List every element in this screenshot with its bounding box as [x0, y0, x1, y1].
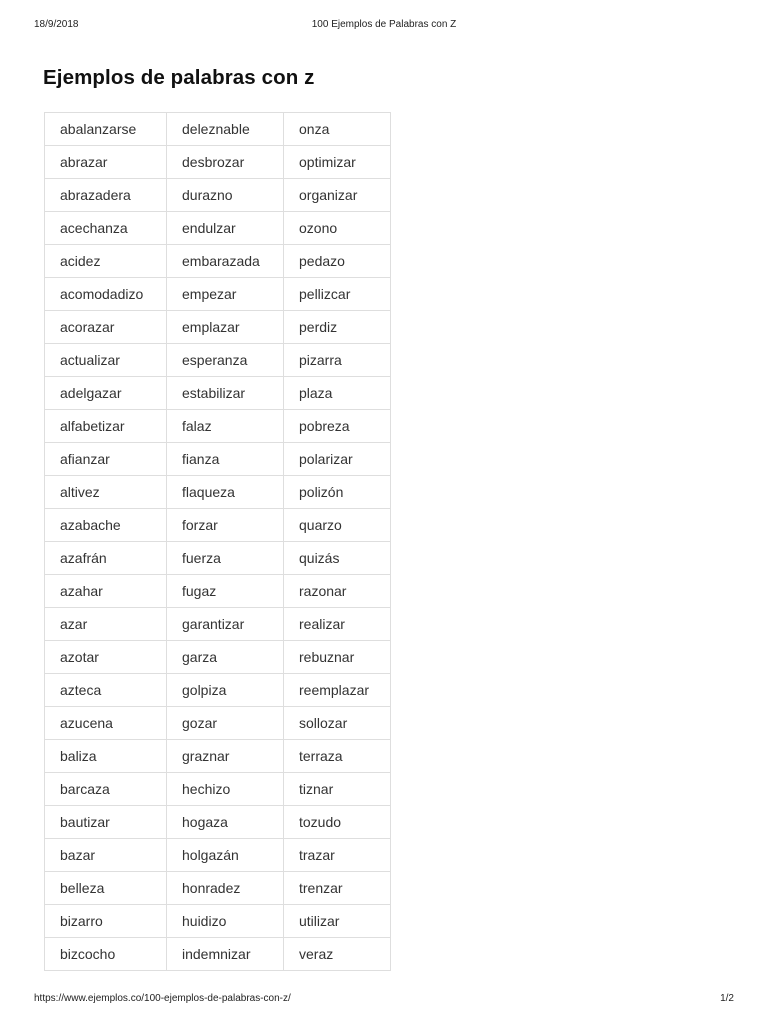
table-row — [45, 113, 391, 146]
table-cell: bizarro — [45, 905, 167, 938]
table-cell: desbrozar — [167, 146, 284, 179]
table-cell: plaza — [284, 377, 391, 410]
table-cell: veraz — [284, 938, 391, 971]
table-row — [45, 740, 391, 773]
table-cell: garza — [167, 641, 284, 674]
table-cell: forzar — [167, 509, 284, 542]
table-cell: bizcocho — [45, 938, 167, 971]
table-cell: deleznable — [167, 113, 284, 146]
table-cell: bazar — [45, 839, 167, 872]
table-cell: abrazadera — [45, 179, 167, 212]
table-cell: indemnizar — [167, 938, 284, 971]
table-row — [45, 410, 391, 443]
table-cell: terraza — [284, 740, 391, 773]
table-cell: esperanza — [167, 344, 284, 377]
table-cell: afianzar — [45, 443, 167, 476]
table-cell: gozar — [167, 707, 284, 740]
table-cell: graznar — [167, 740, 284, 773]
table-row — [45, 806, 391, 839]
page-title: Ejemplos de palabras con z — [43, 66, 315, 89]
table-cell: acorazar — [45, 311, 167, 344]
table-cell: emplazar — [167, 311, 284, 344]
table-cell: perdiz — [284, 311, 391, 344]
table-cell: fianza — [167, 443, 284, 476]
table-cell: azar — [45, 608, 167, 641]
table-cell: azucena — [45, 707, 167, 740]
table-cell: acidez — [45, 245, 167, 278]
table-row — [45, 575, 391, 608]
table-cell: pizarra — [284, 344, 391, 377]
table-cell: flaqueza — [167, 476, 284, 509]
table-cell: durazno — [167, 179, 284, 212]
table-cell: azabache — [45, 509, 167, 542]
table-cell: holgazán — [167, 839, 284, 872]
table-cell: azahar — [45, 575, 167, 608]
table-cell: reemplazar — [284, 674, 391, 707]
table-cell: honradez — [167, 872, 284, 905]
table-cell: embarazada — [167, 245, 284, 278]
table-cell: acechanza — [45, 212, 167, 245]
print-url: https://www.ejemplos.co/100-ejemplos-de-palabras-con-z/ — [34, 993, 291, 1004]
table-row — [45, 179, 391, 212]
table-row — [45, 212, 391, 245]
table-cell: utilizar — [284, 905, 391, 938]
print-footer — [0, 993, 768, 1007]
table-cell: baliza — [45, 740, 167, 773]
table-cell: razonar — [284, 575, 391, 608]
table-cell: bautizar — [45, 806, 167, 839]
print-document-title: 100 Ejemplos de Palabras con Z — [311, 19, 457, 30]
table-cell: alfabetizar — [45, 410, 167, 443]
table-cell: rebuznar — [284, 641, 391, 674]
table-cell: trazar — [284, 839, 391, 872]
word-table-body — [45, 113, 391, 971]
table-cell: tiznar — [284, 773, 391, 806]
table-cell: fuerza — [167, 542, 284, 575]
table-row — [45, 542, 391, 575]
table-cell: abrazar — [45, 146, 167, 179]
table-cell: trenzar — [284, 872, 391, 905]
table-row — [45, 608, 391, 641]
table-cell: sollozar — [284, 707, 391, 740]
table-cell: belleza — [45, 872, 167, 905]
table-cell: adelgazar — [45, 377, 167, 410]
table-row — [45, 773, 391, 806]
table-cell: huidizo — [167, 905, 284, 938]
page-number: 1/2 — [720, 993, 734, 1004]
table-row — [45, 839, 391, 872]
table-cell: azotar — [45, 641, 167, 674]
print-header — [0, 19, 768, 33]
table-cell: onza — [284, 113, 391, 146]
table-cell: fugaz — [167, 575, 284, 608]
word-table-container — [44, 112, 391, 988]
word-table — [44, 112, 391, 971]
table-cell: tozudo — [284, 806, 391, 839]
table-row — [45, 674, 391, 707]
table-cell: optimizar — [284, 146, 391, 179]
table-cell: estabilizar — [167, 377, 284, 410]
table-cell: abalanzarse — [45, 113, 167, 146]
table-row — [45, 146, 391, 179]
table-row — [45, 641, 391, 674]
table-row — [45, 278, 391, 311]
table-row — [45, 344, 391, 377]
table-cell: organizar — [284, 179, 391, 212]
print-date: 18/9/2018 — [34, 19, 79, 30]
table-cell: falaz — [167, 410, 284, 443]
table-cell: pellizcar — [284, 278, 391, 311]
table-cell: azafrán — [45, 542, 167, 575]
table-cell: actualizar — [45, 344, 167, 377]
table-cell: golpiza — [167, 674, 284, 707]
table-cell: ozono — [284, 212, 391, 245]
table-cell: empezar — [167, 278, 284, 311]
table-cell: pobreza — [284, 410, 391, 443]
table-cell: garantizar — [167, 608, 284, 641]
table-row — [45, 377, 391, 410]
table-row — [45, 872, 391, 905]
table-cell: quarzo — [284, 509, 391, 542]
table-row — [45, 509, 391, 542]
table-cell: realizar — [284, 608, 391, 641]
table-row — [45, 476, 391, 509]
table-cell: hogaza — [167, 806, 284, 839]
table-cell: barcaza — [45, 773, 167, 806]
table-row — [45, 905, 391, 938]
table-cell: azteca — [45, 674, 167, 707]
table-cell: endulzar — [167, 212, 284, 245]
table-row — [45, 311, 391, 344]
table-cell: altivez — [45, 476, 167, 509]
table-cell: hechizo — [167, 773, 284, 806]
table-cell: pedazo — [284, 245, 391, 278]
table-row — [45, 245, 391, 278]
table-cell: polizón — [284, 476, 391, 509]
table-row — [45, 938, 391, 971]
table-cell: quizás — [284, 542, 391, 575]
table-row — [45, 707, 391, 740]
table-cell: acomodadizo — [45, 278, 167, 311]
table-row — [45, 443, 391, 476]
table-cell: polarizar — [284, 443, 391, 476]
